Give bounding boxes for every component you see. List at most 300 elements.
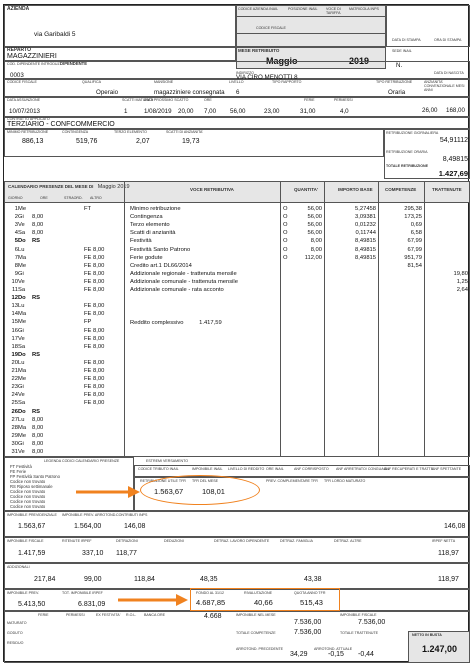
red-e-value: 43,38: [304, 576, 322, 583]
highlight-rectangle: [190, 588, 340, 611]
tot-tratt-caption: TOTALE TRATTENUTE: [340, 631, 379, 635]
prog-b-value: 6.831,09: [78, 601, 106, 608]
addizionali-caption: ADDIZIONALI: [7, 565, 30, 569]
matricola-inps-caption: MATRICOLA INPS: [349, 7, 379, 11]
day-number: 2: [14, 214, 18, 221]
voce-b: 0,11744: [355, 230, 376, 237]
day-hours: 8,00: [32, 230, 44, 237]
day-name: Ma: [18, 311, 27, 318]
voce-b: [326, 286, 376, 294]
day-number: 6: [14, 246, 18, 253]
day-name: Gi: [18, 327, 24, 334]
day-name: Ve: [18, 449, 25, 455]
ore-a-value: 20,00: [178, 108, 194, 115]
codice-fiscale-caption: CODICE FISCALE: [256, 26, 286, 30]
voce-v: Terzo elemento: [130, 222, 170, 229]
tfr-lordo-caption: TFR LORDO MATURATO: [324, 479, 366, 483]
voce-q: 8,00: [310, 246, 322, 253]
company-box: [4, 5, 236, 47]
ore-b-value: 7,00: [204, 108, 217, 115]
voce-v: Contingenza: [130, 214, 163, 221]
calendario-label: CALENDARIO PRESENZE DEL MESE DI: [8, 184, 94, 189]
livello-reddito-caption: LIVELLO DI REDDITO: [228, 467, 265, 471]
data-stampa-caption: DATA DI STAMPA: [392, 38, 421, 42]
voce-c: 67,99: [407, 246, 422, 253]
ora-stampa-caption: ORA DI STAMPA: [434, 38, 462, 42]
scatti-anz-value: 19,73: [182, 138, 200, 145]
day-hours: 8,00: [32, 449, 44, 455]
red-c-value: 118,84: [134, 576, 155, 583]
data-scatto-value: 1/08/2019: [144, 108, 172, 115]
tot-comp-b-value: 7.536,00: [294, 629, 322, 636]
voce-o: O: [283, 254, 288, 261]
header-divider: [236, 16, 386, 17]
detrazioni-caption: DETRAZIONI: [116, 539, 138, 543]
voce-b: 3,09381: [355, 214, 376, 221]
voce-c: [380, 286, 422, 294]
voce-v: Addizionale comunale - trattenuta mensile: [130, 278, 238, 285]
azienda-caption: AZIENDA: [7, 6, 30, 12]
voce-o: O: [283, 238, 288, 245]
anf-rec-caption: ANF RECUPERATI E TRATTE.: [384, 467, 435, 471]
day-code: FE 8,00: [84, 278, 105, 285]
legend-title: LEGENDA CODICI CALENDARIO PRESENZE: [44, 459, 120, 463]
day-code: FE 8,00: [84, 287, 105, 293]
data-assunzione-caption: DATA ASSUNZIONE: [7, 98, 41, 102]
arr-prec-caption: ARROTOND. PRECEDENTE: [236, 647, 284, 651]
ritenute-caption: RITENUTE IRPEF: [62, 539, 92, 543]
day-number: 10: [11, 278, 18, 285]
tipo-retribuzione-caption: TIPO RETRIBUZIONE: [376, 80, 413, 84]
ctr-inps-value: 146,08: [124, 523, 146, 530]
imp-fisc-prog-caption: TOT. IMPONIBILE IRPEF: [62, 591, 103, 595]
col-divider: [324, 181, 325, 457]
voce-caption: VOCE RETRIBUTIVA: [190, 187, 234, 192]
legend-item: RS Riposo settimanale: [10, 484, 53, 489]
calendario-caption: [8, 185, 130, 189]
day-code: FE 8,00: [84, 343, 105, 350]
anf-caption: ANF CORRISPOSTO: [294, 467, 329, 471]
day-code: FE 8,00: [84, 384, 105, 391]
tfr-mese-value: 108,01: [202, 487, 225, 496]
cod-dipendente-caption: COD. DIPENDENTE INTRODUZ.: [7, 62, 61, 66]
day-code: FE 8,00: [84, 246, 105, 253]
imp-prev-rnd-caption: IMPONIBILE PREV. ARROTOND.: [62, 513, 117, 517]
trattenute-caption: TRATTENUTE: [432, 187, 462, 192]
day-name: Sa: [18, 230, 26, 237]
permessi-b-value: 4,0: [340, 108, 349, 115]
day-number: 15: [11, 319, 18, 326]
ritenute-value: 337,10: [82, 550, 104, 557]
voce-t: 2,64: [456, 287, 468, 293]
day-hours: 8,00: [32, 440, 44, 447]
day-name: Sa: [18, 400, 26, 407]
voce-b: 8,49815: [355, 246, 376, 253]
prev-compl-caption: PREV. COMPLEMENTARE TFR: [266, 479, 318, 483]
day-number: 14: [11, 311, 18, 318]
voce-c: 295,38: [404, 206, 422, 212]
indirizzo-caption: INDIRIZZO: [236, 71, 254, 75]
codice-fiscale-emp-caption: CODICE FISCALE: [7, 80, 37, 84]
day-code: FE 8,00: [84, 376, 105, 383]
addizionali-box: [4, 563, 470, 589]
day-name: Sa: [18, 343, 26, 350]
day-name: Ve: [18, 392, 25, 399]
day-hours: RS: [32, 295, 41, 302]
contingenza-caption: CONTINGENZA: [62, 130, 89, 134]
voce-t: 1,25: [456, 278, 468, 285]
voce-q: 56,00: [307, 206, 322, 212]
retr-utile-value: 1.563,67: [154, 487, 184, 496]
detr-altre-caption: DETRAZ. ALTRE: [334, 539, 362, 543]
voce-v: Credito art.1 DL66/2014: [130, 262, 192, 269]
day-name: Lu: [18, 416, 25, 423]
day-code: FE 8,00: [84, 335, 105, 342]
scatti-anz-caption: SCATTI DI ANZIANITA': [166, 130, 204, 134]
dipendente-caption: DIPENDENTE: [60, 61, 87, 66]
imponibile-mese-caption: IMPONIBILE NEL MESE: [236, 613, 276, 617]
col-divider: [378, 181, 379, 457]
day-number: 18: [11, 343, 18, 350]
arr-prec-value: 34,29: [290, 651, 308, 658]
arr-b-value: -0,44: [358, 651, 374, 658]
rivalutazione-value: 40,66: [254, 598, 273, 607]
imp-prev-prog-caption: IMPONIBILE PREV.: [7, 591, 40, 595]
employee-code: 0003: [10, 72, 24, 79]
voce-tariffa-caption: VOCE DI TARIFFA: [326, 7, 341, 15]
legend-item: Codice non trovato: [10, 489, 46, 494]
anf-arr-caption: ANF ARRETRATO/ CONGUAGLI: [336, 467, 390, 471]
arr-att-value: -0,15: [328, 651, 344, 658]
ex-fest-caption: EX FESTIVITA': [96, 613, 121, 617]
residuo-caption: RESIDUO: [7, 641, 24, 645]
quota-value: 515,43: [300, 598, 323, 607]
voce-o: O: [283, 246, 288, 253]
terzo-caption: TERZO ELEMENTO: [114, 130, 147, 134]
arrow-head: [176, 594, 188, 606]
day-name: Lu: [18, 303, 25, 310]
voce-c: 67,99: [407, 238, 422, 245]
ore-c-value: 56,00: [230, 108, 246, 115]
voce-q: 56,00: [307, 214, 322, 221]
retr-oraria-caption: RETRIBUZIONE ORARIA: [386, 150, 428, 154]
tot-comp-value: 7.536,00: [294, 619, 322, 626]
irpef-netta-value: 118,97: [438, 550, 459, 557]
day-code: FE 8,00: [84, 262, 105, 269]
day-number: 13: [11, 303, 18, 310]
irpef-netta-caption: IRPEF NETTA: [432, 539, 456, 543]
voce-o: O: [283, 222, 288, 229]
n-caption: N.: [396, 62, 403, 69]
day-hours: 8,00: [32, 214, 44, 221]
detr-fam-caption: DETRAZ. FAMIGLIA: [280, 539, 313, 543]
day-code: FE 8,00: [84, 368, 105, 374]
day-name: Me: [18, 432, 27, 439]
day-name: Ma: [18, 424, 27, 431]
legend-item: FE Ferie: [10, 469, 27, 474]
imp-fisc-mese-caption: IMPONIBILE FISCALE: [340, 613, 377, 617]
arrow-annotation-1: [74, 485, 142, 499]
ferie-a-value: 23,00: [264, 108, 280, 115]
day-code: FE 8,00: [84, 270, 105, 277]
day-code: FE 8,00: [84, 311, 105, 318]
arrow-annotation-2: [116, 593, 190, 607]
day-code: FE 8,00: [84, 359, 105, 366]
day-name: Gi: [18, 440, 24, 447]
ctr-b-value: 146,08: [444, 523, 466, 530]
day-number: 17: [11, 335, 18, 342]
voce-c: 0,69: [410, 222, 422, 229]
day-code: FP: [84, 319, 92, 326]
calendario-month: Maggio 2019: [97, 184, 130, 190]
ctr-inps-caption: CONTRIBUTI INPS: [116, 513, 148, 517]
reddito-value: 1.417,59: [199, 320, 222, 326]
day-number: 7: [14, 254, 18, 261]
voce-t: 19,80: [453, 270, 468, 277]
red-a-value: 217,84: [34, 576, 56, 583]
col-divider: [124, 181, 125, 457]
netto-caption: NETTO IN BUSTA: [412, 633, 442, 637]
reparto-caption: REPARTO: [7, 47, 31, 53]
ferie-caption: FERIE: [304, 98, 315, 102]
year-value: 2019: [349, 56, 370, 66]
sede-inail-caption: SEDE INAIL: [392, 49, 412, 53]
netto-value: 1.247,00: [422, 644, 458, 654]
day-number: 25: [11, 400, 18, 407]
tot-comp-caption: TOTALE COMPETENZE: [236, 631, 276, 635]
voce-q: 56,00: [307, 222, 322, 229]
day-hours: 8,00: [32, 432, 44, 439]
arr-att-caption: ARROTOND. ATTUALE: [314, 647, 353, 651]
imp-fiscale-caption: IMPONIBILE FISCALE: [7, 539, 44, 543]
day-number: 12: [11, 295, 18, 302]
scatti-caption: SCATTI MATURATI: [122, 98, 154, 102]
contingenza-value: 519,76: [76, 138, 98, 145]
day-hours: 8,00: [32, 424, 44, 431]
voce-v: Ferie godute: [130, 254, 163, 261]
retr-giorn-value: 54,91112: [439, 137, 468, 144]
legend-item: FT Festività: [10, 464, 32, 469]
retr-oraria-value: 8,49815: [442, 156, 468, 163]
retr-utile-caption: RETRIBUZIONE UTILE TFR: [140, 479, 186, 483]
day-number: 5: [14, 238, 18, 245]
data-assunzione-value: 10/07/2013: [9, 108, 40, 115]
day-name: Do: [18, 238, 26, 245]
maturato-caption: MATURATO: [7, 621, 27, 625]
month-value: Maggio: [266, 56, 298, 66]
imp-prev-a-value: 1.563,67: [18, 523, 46, 530]
quantita-caption: QUANTITA': [294, 187, 318, 192]
importo-base-caption: IMPORTO BASE: [338, 187, 373, 192]
ore-mese-value: 168,00: [446, 107, 465, 114]
imp-prev-caption: IMPONIBILE PREVIDENZIALE: [7, 513, 57, 517]
employee-address: VIA CIRO MENOTTI 8: [236, 74, 298, 81]
mansione-value: magazziniere consegnata: [154, 89, 225, 96]
permessi-caption: PERMESSI: [334, 98, 353, 102]
voce-q: 112,00: [304, 254, 322, 261]
permessi-bottom-caption: PERMESSI: [66, 613, 85, 617]
minimo-value: 886,13: [22, 138, 44, 145]
day-name: Sa: [18, 287, 26, 293]
voce-o: O: [283, 230, 288, 237]
day-number: 29: [11, 432, 18, 439]
livello-value: 6: [236, 89, 240, 96]
red-f-value: 118,97: [438, 576, 459, 583]
day-number: 31: [11, 449, 18, 455]
day-hours: RS: [32, 238, 41, 245]
day-number: 9: [14, 270, 18, 277]
minimo-caption: MINIMO RETRIBUZIONE: [7, 130, 49, 134]
anzianita-caption: ANZIANITA' CONVENZIONALE MESI ANNI: [424, 80, 465, 92]
totals-box: [4, 611, 470, 663]
mansione-caption: MANSIONE: [154, 80, 174, 84]
voce-o: O: [283, 206, 288, 212]
day-name: Me: [18, 319, 27, 326]
data-scatto-caption: DATA PROSSIMO SCATTO: [144, 98, 189, 102]
day-number: 26: [11, 408, 18, 415]
payslip-sheet: [3, 4, 469, 662]
anf-spettante-caption: ANF SPETTANTE: [432, 467, 462, 471]
ore-caption: ORE: [204, 98, 212, 102]
posizione-inail-caption: POSIZIONE INAIL: [288, 7, 318, 11]
voce-v: Festività: [130, 238, 152, 245]
voce-q: 8,00: [310, 238, 322, 245]
prog-a-value: 5.413,50: [18, 601, 46, 608]
voce-o: O: [283, 214, 288, 221]
highlight-ellipse: [140, 475, 260, 505]
terzo-value: 2,07: [136, 138, 150, 145]
totale-retr-value: 1.427,69: [438, 169, 468, 178]
voce-b: 8,49815: [355, 238, 376, 245]
legend-item: Codice non trovato: [10, 494, 46, 499]
day-name: Me: [18, 376, 27, 383]
day-number: 20: [11, 359, 18, 366]
voce-c: 6,58: [410, 230, 422, 237]
day-hours: 8,00: [32, 222, 44, 229]
estremi-caption: ESTREMI VERSAMENTO: [146, 459, 189, 463]
reddito-row: [130, 319, 222, 327]
day-name: Ma: [18, 368, 27, 374]
day-name: Me: [18, 206, 27, 212]
day-number: 21: [11, 368, 18, 374]
day-number: 19: [11, 351, 18, 358]
day-name: Ve: [18, 335, 25, 342]
red-d-value: 48,35: [200, 576, 218, 583]
data-nascita-caption: DATA DI NASCITA: [434, 71, 464, 75]
fondo-value: 4.687,85: [196, 598, 226, 607]
voce-v: Addizionale comunale - rata acconto: [130, 287, 224, 293]
voce-v: Minimo retribuzione: [130, 206, 181, 212]
day-name: Lu: [18, 359, 25, 366]
detrazioni-value: 118,77: [116, 550, 137, 557]
ferie-b-value: 31,00: [300, 108, 316, 115]
voce-q: [292, 286, 322, 294]
red-b-value: 99,00: [84, 576, 102, 583]
legend-item: FP Festività Santo Patrono: [10, 474, 60, 479]
legend-item: Codice non trovato: [10, 499, 46, 504]
competenze-caption: COMPETENZE: [385, 187, 417, 192]
cod-tributo-caption: CODICE TRIBUTO INAIL: [138, 467, 179, 471]
rivalutazione-caption: RIVALUTAZIONE: [244, 591, 273, 595]
voce-c: 173,25: [404, 214, 422, 221]
contratto-caption: CONTRATTO APPLICATO: [7, 117, 50, 121]
tot-tratt-value: 7.536,00: [358, 619, 386, 626]
day-name: Gi: [18, 270, 24, 277]
qualifica-value: Operaio: [96, 89, 119, 96]
voce-b: 5,27458: [355, 206, 376, 212]
voce-c: 81,54: [407, 262, 422, 269]
day-number: 24: [11, 392, 18, 399]
reparto-value: MAGAZZINIERI: [7, 53, 57, 60]
fondo-caption: FONDO AL 31/12: [196, 591, 225, 595]
day-name: Lu: [18, 246, 25, 253]
calendar-day-row: [8, 448, 84, 456]
mese-caption: MESE RETRIBUITO: [238, 48, 280, 53]
day-number: 11: [11, 287, 18, 293]
ore-inail-caption: ORE INAIL: [266, 467, 284, 471]
header-divider: [236, 33, 386, 34]
voce-c: 951,79: [404, 254, 422, 261]
day-number: 4: [14, 230, 18, 237]
day-code: FE 8,00: [84, 254, 105, 261]
day-code: FE 8,00: [84, 303, 105, 310]
day-name: Do: [18, 408, 26, 415]
retr-giorn-caption: RETRIBUZIONE GIORNALIERA: [386, 131, 439, 135]
codice-azienda-inail-caption: CODICE AZIENDA INAIL: [238, 7, 279, 11]
day-number: 22: [11, 376, 18, 383]
voce-v: Festività Santo Patrono: [130, 246, 191, 253]
day-code: FT: [84, 206, 92, 212]
detr-lav-caption: DETRAZ. LAVORO DIPENDENTE: [214, 539, 270, 543]
day-name: Ma: [18, 254, 27, 261]
voce-v: Scatti di anzianità: [130, 230, 176, 237]
tipo-rapporto-caption: TIPO RAPPORTO: [272, 80, 302, 84]
voce-b: 0,01232: [355, 222, 376, 229]
arrow-head: [128, 486, 140, 498]
day-name: Do: [18, 351, 26, 358]
day-name: Gi: [18, 214, 24, 221]
day-number: 1: [14, 206, 18, 212]
goduto-caption: GODUTO: [7, 631, 23, 635]
day-number: 23: [11, 384, 18, 391]
day-hours: RS: [32, 351, 41, 358]
legend-item: Codice non trovato: [10, 479, 46, 484]
day-number: 8: [14, 262, 18, 269]
livello-caption: LIVELLO: [229, 80, 244, 84]
quota-caption: QUOTA ANNO TFR: [294, 591, 326, 595]
scatti-value: 1: [124, 108, 128, 115]
contract-value: TERZIARIO - CONFCOMMERCIO: [7, 121, 115, 128]
legend-item: Codice non trovato: [10, 504, 46, 509]
totale-retr-caption: TOTALE RETRIBUZIONE: [386, 164, 428, 168]
col-divider: [424, 181, 425, 457]
day-hours: 8,00: [32, 416, 44, 423]
col-divider: [280, 181, 281, 457]
day-name: Do: [18, 295, 26, 302]
straord-caption: STRAORD.: [64, 196, 83, 200]
tfr-mese-caption: TFR DEL MESE: [192, 479, 219, 483]
day-number: 27: [11, 416, 18, 423]
banca-ore-caption: BANCA ORE: [144, 613, 165, 617]
day-name: Me: [18, 262, 27, 269]
day-code: FE 8,00: [84, 400, 105, 407]
giorno-caption: GIORNO: [8, 196, 23, 200]
day-code: FE 8,00: [84, 327, 105, 334]
imp-fiscale-value: 1.417,59: [18, 550, 46, 557]
reddito-label: Reddito complessivo: [130, 320, 184, 326]
altro-caption: ALTRO: [90, 196, 102, 200]
ore-sub-caption: ORE: [40, 196, 48, 200]
